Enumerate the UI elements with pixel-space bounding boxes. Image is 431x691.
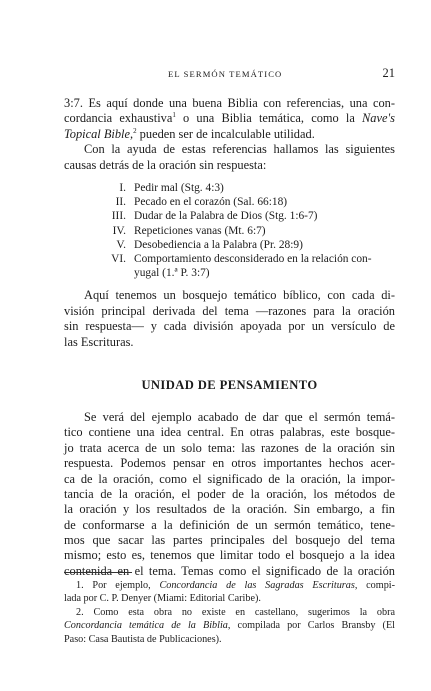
list-item xyxy=(98,209,395,223)
list-text: Pedir mal (Stg. 4:3) xyxy=(134,181,224,194)
footnote-rule xyxy=(64,572,132,573)
book-title: Nave's xyxy=(362,111,395,126)
list-text: Dudar de la Palabra de Dios (Stg. 1:6-7) xyxy=(134,210,318,223)
list-item xyxy=(98,224,395,238)
list-number: III. xyxy=(111,210,126,223)
text-line: ca de la oración, como el significado de la oración, la impor- xyxy=(64,471,395,486)
paragraph-unity xyxy=(64,410,395,579)
list-text: Desobediencia a la Palabra (Pr. 28:9) xyxy=(134,238,303,251)
text-span: , compilada por Carlos Bransby (El xyxy=(227,620,396,632)
text-line xyxy=(64,111,395,126)
text-span: 1. Por ejemplo, xyxy=(76,580,160,591)
running-head xyxy=(64,68,395,82)
running-title: EL SERMÓN TEMÁTICO xyxy=(168,69,283,79)
text-line: Con la ayuda de estas referencias hallamos las siguientes xyxy=(84,142,395,157)
causes-list xyxy=(98,181,395,280)
text-span: cordancia exhaustiva xyxy=(64,111,173,126)
list-number: VI. xyxy=(111,252,126,265)
list-item xyxy=(98,238,395,252)
list-number: IV. xyxy=(112,224,126,237)
text-line: respuesta. Podemos pensar en otros importantes hechos acer- xyxy=(64,456,395,471)
footnotes xyxy=(64,572,395,646)
footnote-line: lada por C. P. Denyer (Miami: Editorial Caribe). xyxy=(64,593,261,605)
page-number: 21 xyxy=(382,66,395,80)
text-line: contenida en el tema. Temas como el significado de la oración xyxy=(64,563,395,578)
text-line: de conformarse a la definición de un sermón temático, tene- xyxy=(64,517,395,532)
text-line: Se verá del ejemplo acabado de dar que el sermón temá- xyxy=(84,409,395,424)
text-line: las Escrituras. xyxy=(64,334,134,349)
footnote-line: 2. Como esta obra no existe en castellano, sugerimos la obra xyxy=(76,606,395,618)
text-line: Aquí tenemos un bosquejo temático bíblico, con cada di- xyxy=(84,288,395,303)
body-text xyxy=(64,96,395,579)
text-span: , compi- xyxy=(354,580,396,591)
text-line xyxy=(64,127,395,142)
list-text xyxy=(134,252,395,280)
list-text-line: Comportamiento desconsiderado en la relación con- xyxy=(134,252,372,265)
list-text-line: yugal (1.ª P. 3:7) xyxy=(134,267,210,280)
list-text: Pecado en el corazón (Sal. 66:18) xyxy=(134,196,288,209)
footnote-line xyxy=(64,619,395,632)
section-heading: UNIDAD DE PENSAMIENTO xyxy=(141,377,318,392)
book-title: Concordancia temática de la Biblia xyxy=(64,620,228,632)
text-line: visión principal derivada del tema —razones para la oración xyxy=(64,303,395,318)
text-line: la oración y los resultados de la oración. Sin embargo, a fin xyxy=(64,502,395,517)
text-line: causas detrás de la oración sin respuesta: xyxy=(64,157,267,172)
book-title: Topical Bible, xyxy=(64,126,134,141)
list-item xyxy=(98,195,395,209)
paragraph-summary xyxy=(64,288,395,350)
list-item xyxy=(98,252,395,280)
text-span: o una Biblia temática, como la xyxy=(175,111,363,126)
text-line: 3:7. Es aquí donde una buena Biblia con referencias, una con- xyxy=(64,96,395,110)
text-line: mos que sacar las partes principales del bosquejo del tema xyxy=(64,533,395,548)
list-number: V. xyxy=(116,238,126,251)
list-text: Repeticiones vanas (Mt. 6:7) xyxy=(134,224,266,237)
book-title: Concordancia de las Sagradas Escrituras xyxy=(159,580,355,591)
list-number: II. xyxy=(115,196,126,209)
text-span: pueden ser de incalculable utilidad. xyxy=(136,126,315,141)
text-line: jo trata acerca de un solo tema: las razones de la oración sin xyxy=(64,440,395,455)
text-line: tico contiene una idea central. En otras palabras, este bosque- xyxy=(64,425,395,440)
footnote-ref: 1 xyxy=(172,111,176,120)
paragraph-intro xyxy=(64,96,395,173)
footnote-ref: 2 xyxy=(133,126,137,135)
list-number: I. xyxy=(119,181,126,194)
footnote-line xyxy=(64,579,395,592)
text-line: sin respuesta— y cada división apoyada por un versículo de xyxy=(64,319,395,334)
footnote-line: Paso: Casa Bautista de Publicaciones). xyxy=(64,633,222,645)
text-line: mismo; esto es, tenemos que limitar todo el bosquejo a la idea xyxy=(64,548,395,563)
text-line: tancia de la oración, el poder de la oración, los métodos de xyxy=(64,486,395,501)
list-item xyxy=(98,181,395,195)
